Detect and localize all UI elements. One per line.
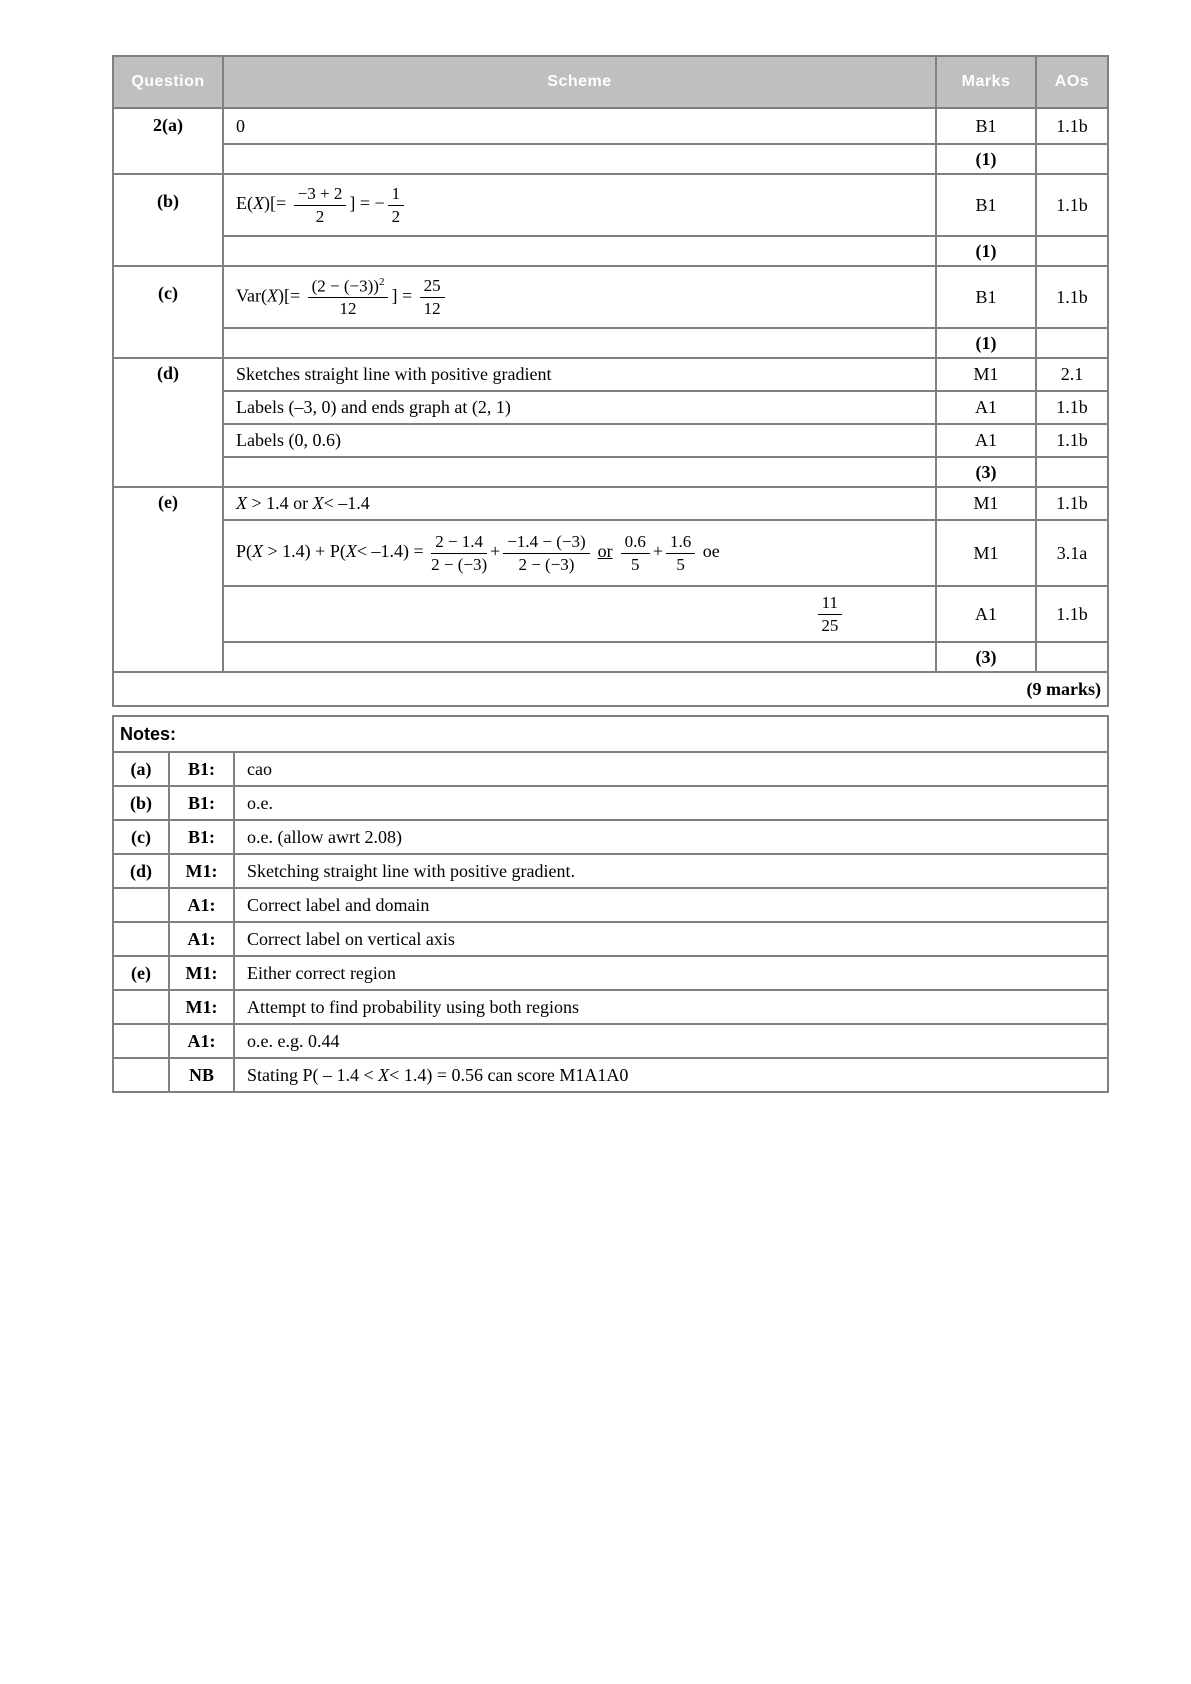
scheme-row	[113, 266, 1108, 328]
scheme-cell	[223, 328, 936, 358]
note-row	[113, 1058, 1108, 1092]
aos-cell: 1.1b	[1036, 424, 1108, 457]
note-part-cell	[113, 990, 169, 1024]
marks-column-header: Marks	[936, 56, 1036, 108]
note-text-cell: Attempt to find probability using both regions	[234, 990, 1108, 1024]
note-text-cell: o.e.	[234, 786, 1108, 820]
marks-subtotal-row	[113, 328, 1108, 358]
notes-title: Notes:	[113, 716, 1108, 752]
note-text-cell: Sketching straight line with positive gradient.	[234, 854, 1108, 888]
total-marks-row	[113, 672, 1108, 706]
note-mark-cell: A1:	[169, 888, 234, 922]
notes-title-row	[113, 716, 1108, 752]
note-row	[113, 990, 1108, 1024]
question-label-cell: (e)	[113, 487, 223, 672]
note-part-cell	[113, 1024, 169, 1058]
note-part-cell: (b)	[113, 786, 169, 820]
note-mark-cell: B1:	[169, 820, 234, 854]
marks-cell: A1	[936, 586, 1036, 642]
marks-cell: M1	[936, 520, 1036, 586]
note-text-cell: Correct label on vertical axis	[234, 922, 1108, 956]
scheme-row	[113, 358, 1108, 391]
aos-cell: 2.1	[1036, 358, 1108, 391]
note-text-cell: cao	[234, 752, 1108, 786]
note-mark-cell: M1:	[169, 990, 234, 1024]
note-text-cell: o.e. e.g. 0.44	[234, 1024, 1108, 1058]
scheme-cell	[223, 236, 936, 266]
total-marks-cell: (9 marks)	[113, 672, 1108, 706]
question-column-header: Question	[113, 56, 223, 108]
aos-cell: 3.1a	[1036, 520, 1108, 586]
scheme-cell	[223, 642, 936, 672]
header-row	[113, 56, 1108, 108]
scheme-row	[113, 424, 1108, 457]
aos-cell: 1.1b	[1036, 391, 1108, 424]
note-mark-cell: B1:	[169, 752, 234, 786]
scheme-cell: Sketches straight line with positive gradient	[223, 358, 936, 391]
content-area	[112, 55, 1107, 1093]
aos-cell	[1036, 328, 1108, 358]
scheme-row	[113, 108, 1108, 144]
scheme-row	[113, 174, 1108, 236]
note-row	[113, 956, 1108, 990]
marks-cell: A1	[936, 424, 1036, 457]
note-mark-cell: A1:	[169, 1024, 234, 1058]
aos-cell: 1.1b	[1036, 487, 1108, 520]
note-row	[113, 820, 1108, 854]
scheme-cell: Var(X)[= $\frac{(2 - (-3))^2}{12}$ ] = $\frac{25}{12}$	[223, 266, 936, 328]
marks-cell: M1	[936, 487, 1036, 520]
scheme-cell: $\frac{11}{25}$	[223, 586, 936, 642]
scheme-column-header: Scheme	[223, 56, 936, 108]
marks-subtotal-cell: (1)	[936, 144, 1036, 174]
note-part-cell: (e)	[113, 956, 169, 990]
note-part-cell	[113, 922, 169, 956]
question-label-cell: (c)	[113, 266, 223, 358]
marks-cell: B1	[936, 174, 1036, 236]
marks-cell: A1	[936, 391, 1036, 424]
scheme-cell: X > 1.4 or X< –1.4	[223, 487, 936, 520]
note-part-cell	[113, 888, 169, 922]
marks-subtotal-row	[113, 457, 1108, 487]
note-text-cell: Stating P( – 1.4 < X< 1.4) = 0.56 can score M1A1A0	[234, 1058, 1108, 1092]
scheme-cell: 0	[223, 108, 936, 144]
marks-subtotal-cell: (3)	[936, 457, 1036, 487]
note-part-cell: (a)	[113, 752, 169, 786]
aos-cell: 1.1b	[1036, 586, 1108, 642]
note-mark-cell: M1:	[169, 854, 234, 888]
note-row	[113, 786, 1108, 820]
marks-subtotal-cell: (1)	[936, 236, 1036, 266]
marks-subtotal-row	[113, 642, 1108, 672]
notes-table	[112, 715, 1109, 1093]
marks-subtotal-row	[113, 144, 1108, 174]
scheme-cell: Labels (–3, 0) and ends graph at (2, 1)	[223, 391, 936, 424]
note-text-cell: Correct label and domain	[234, 888, 1108, 922]
note-text-cell: Either correct region	[234, 956, 1108, 990]
note-part-cell: (c)	[113, 820, 169, 854]
note-mark-cell: NB	[169, 1058, 234, 1092]
note-part-cell: (d)	[113, 854, 169, 888]
aos-cell: 1.1b	[1036, 266, 1108, 328]
note-row	[113, 752, 1108, 786]
mark-scheme-table	[112, 55, 1109, 707]
scheme-cell	[223, 457, 936, 487]
note-row	[113, 854, 1108, 888]
aos-cell	[1036, 236, 1108, 266]
aos-column-header: AOs	[1036, 56, 1108, 108]
scheme-cell: P(X > 1.4) + P(X< –1.4) = $\frac{2 - 1.4}{2 - (-3)}$ + $\frac{-1.4 - (-3)}{2 - (-3)}$ or $\frac{0.6}{5}$ + $\frac{1.6}{5}$ oe	[223, 520, 936, 586]
aos-cell	[1036, 457, 1108, 487]
marks-subtotal-cell: (1)	[936, 328, 1036, 358]
marks-subtotal-row	[113, 236, 1108, 266]
question-label-cell: (b)	[113, 174, 223, 266]
aos-cell	[1036, 144, 1108, 174]
aos-cell: 1.1b	[1036, 108, 1108, 144]
note-row	[113, 1024, 1108, 1058]
note-text-cell: o.e. (allow awrt 2.08)	[234, 820, 1108, 854]
question-label-cell: (d)	[113, 358, 223, 487]
note-mark-cell: M1:	[169, 956, 234, 990]
note-mark-cell: B1:	[169, 786, 234, 820]
aos-cell: 1.1b	[1036, 174, 1108, 236]
scheme-row	[113, 520, 1108, 586]
note-mark-cell: A1:	[169, 922, 234, 956]
scheme-row	[113, 487, 1108, 520]
aos-cell	[1036, 642, 1108, 672]
scheme-cell	[223, 144, 936, 174]
note-row	[113, 922, 1108, 956]
scheme-row	[113, 391, 1108, 424]
scheme-row	[113, 586, 1108, 642]
scheme-cell: Labels (0, 0.6)	[223, 424, 936, 457]
marks-cell: M1	[936, 358, 1036, 391]
question-label-cell: 2(a)	[113, 108, 223, 174]
note-part-cell	[113, 1058, 169, 1092]
note-row	[113, 888, 1108, 922]
marks-cell: B1	[936, 266, 1036, 328]
scheme-cell: E(X)[= $\frac{-3 + 2}{2}$ ] = − $\frac{1}{2}$	[223, 174, 936, 236]
marks-cell: B1	[936, 108, 1036, 144]
marks-subtotal-cell: (3)	[936, 642, 1036, 672]
